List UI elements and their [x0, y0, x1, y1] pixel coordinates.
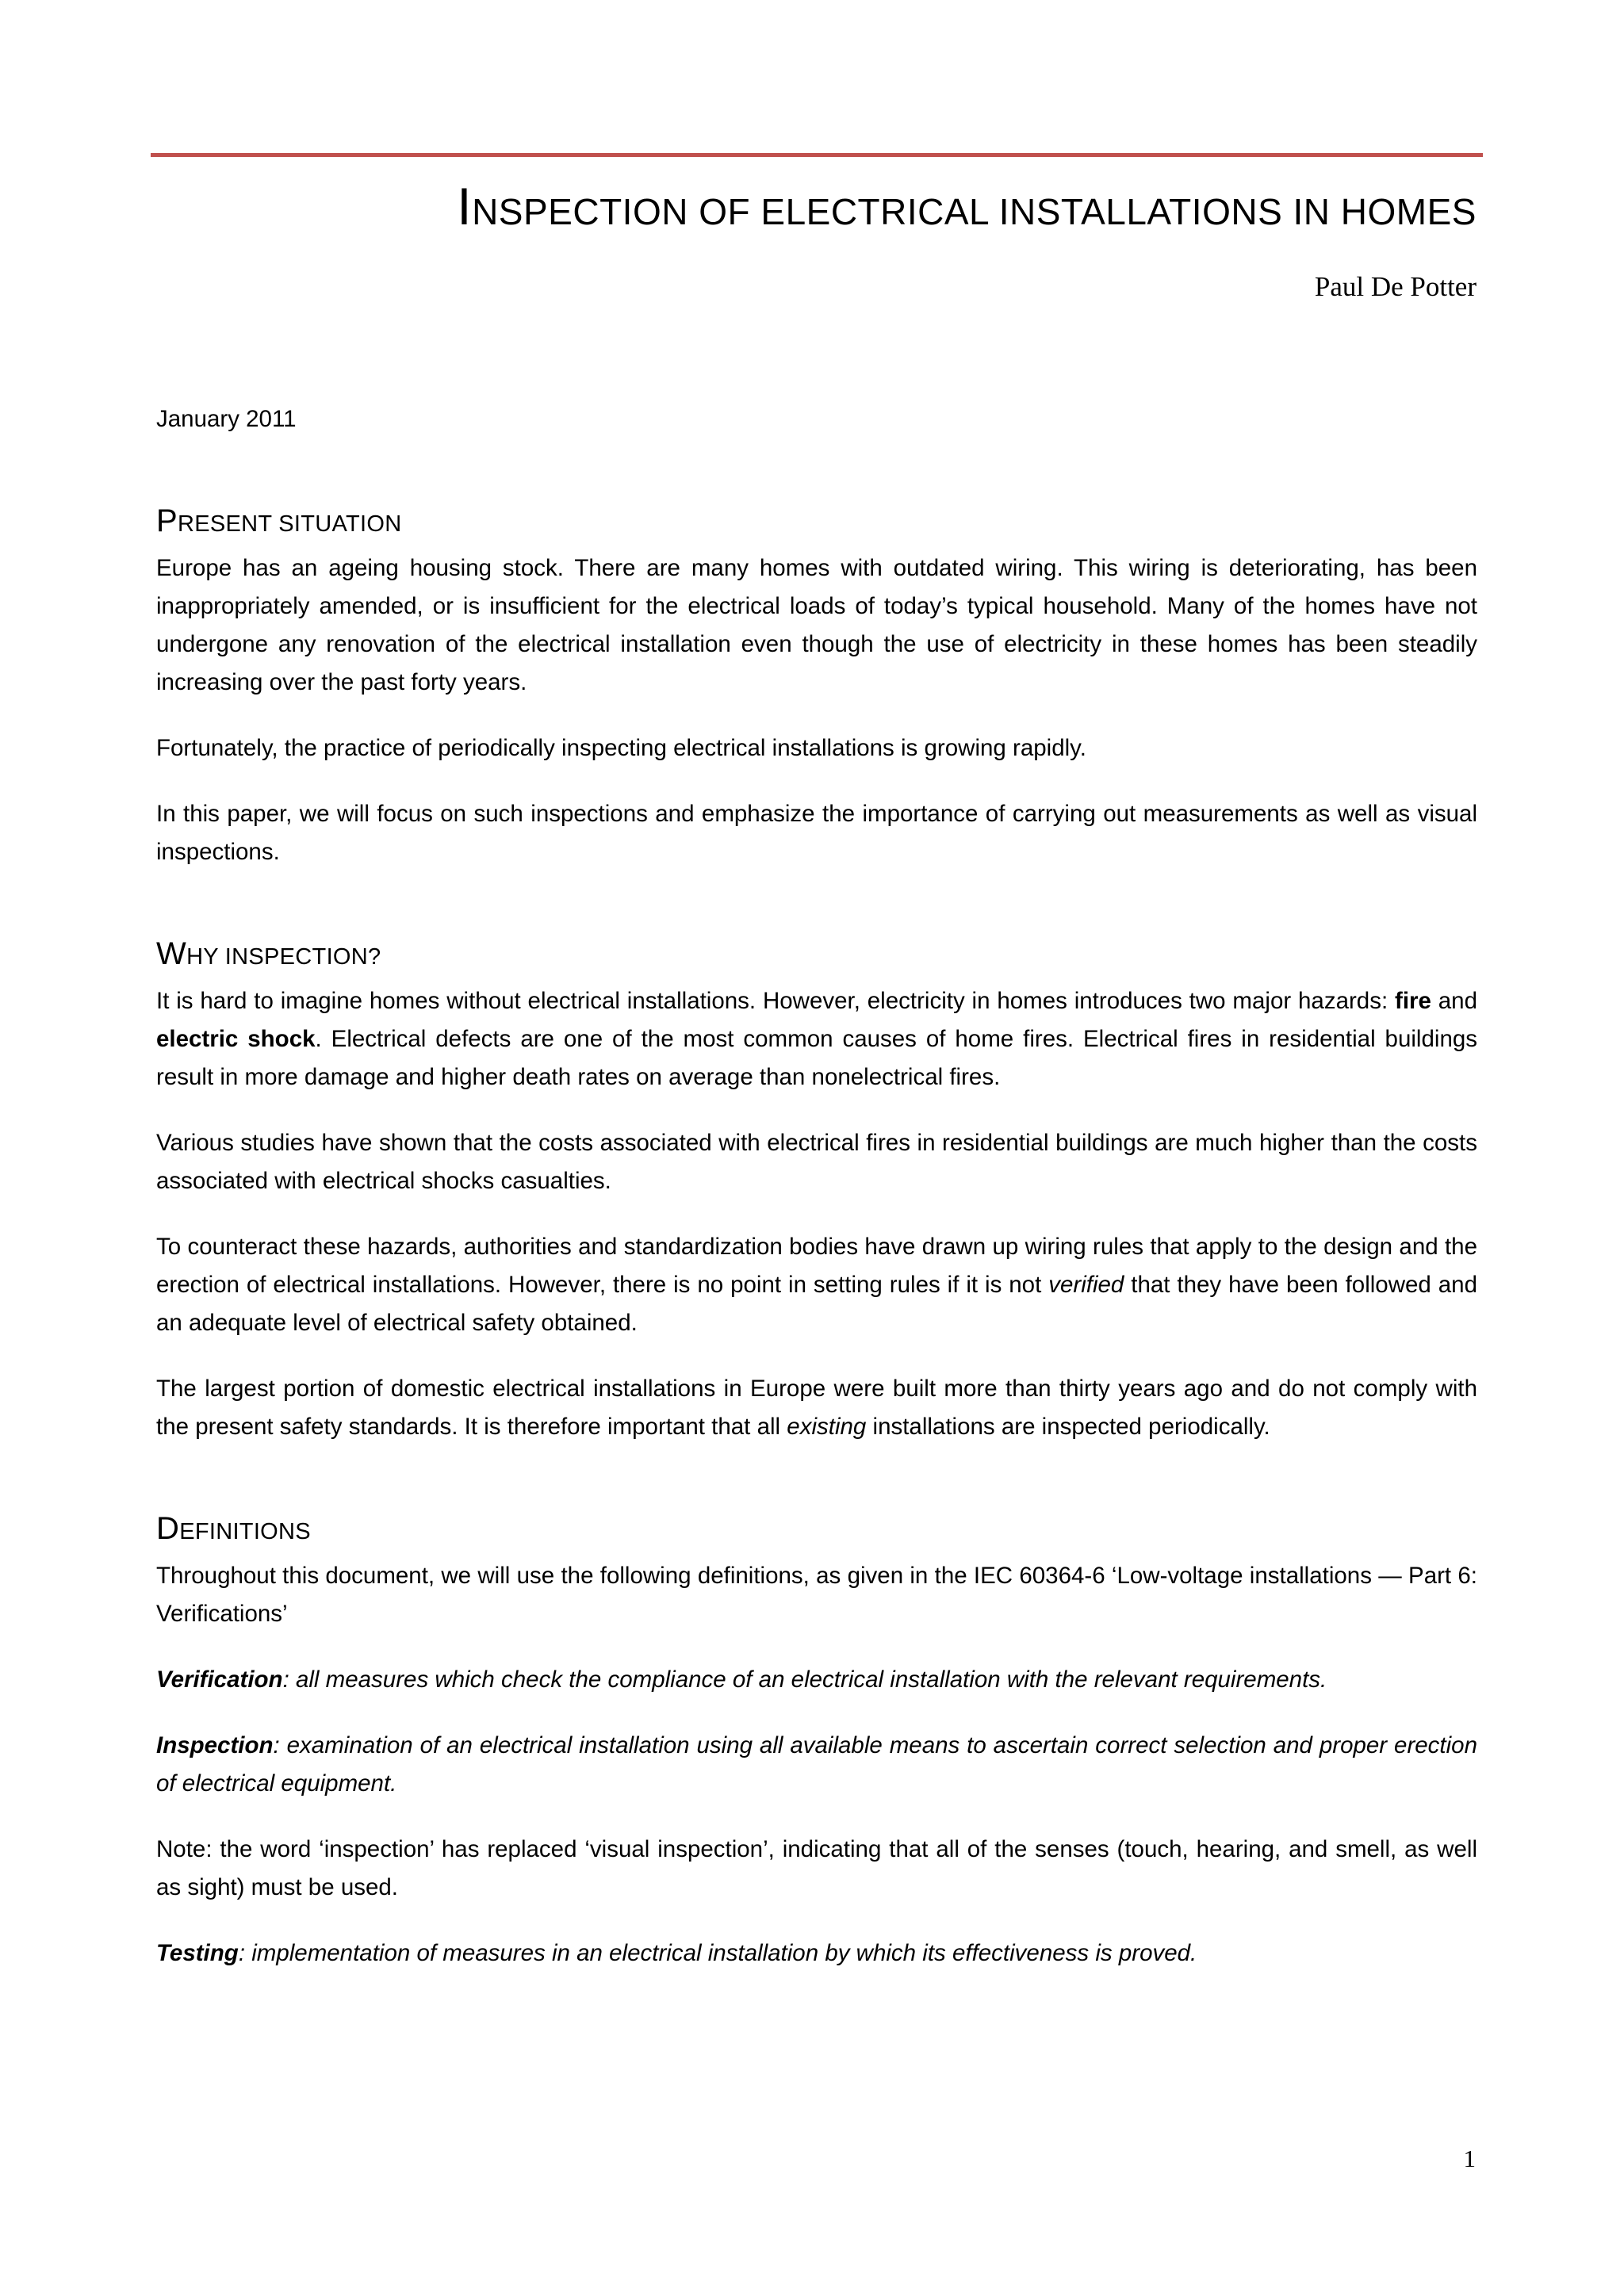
paragraph: Europe has an ageing housing stock. There are many homes with outdated wiring. This wiring is deteriorating, has been inappropriately amended, or is insufficient for the electrical loads of today’s typical household. Many of the homes have not undergone any renovation of the electrical installation even though the use of electricity in these homes has been steadily increasing over the past forty years. — [156, 555, 1477, 695]
section-heading: PRESENT SITUATION — [156, 503, 402, 538]
paragraph — [156, 982, 1477, 1096]
paragraph: Throughout this document, we will use the following definitions, as given in the IEC 60364-6 ‘Low-voltage installations — Part 6: Verifications’ — [156, 1563, 1477, 1627]
italic-term-verified: verified — [1048, 1272, 1124, 1298]
text-run: The largest portion of domestic electrical installations in Europe were built more than thirty years ago and do not comply with the present safety standards. It is therefore important that all — [156, 1376, 1477, 1440]
section-heading: DEFINITIONS — [156, 1511, 311, 1546]
paragraph: In this paper, we will focus on such inspections and emphasize the importance of carrying out measurements as well as visual inspections. — [156, 801, 1477, 865]
section-present-situation — [156, 500, 1477, 871]
definition-term: Verification — [156, 1667, 283, 1693]
definition-text: : implementation of measures in an electrical installation by which its effectiveness is proved. — [238, 1940, 1197, 1966]
bold-term-electric-shock: electric shock — [156, 1026, 316, 1052]
text-run: installations are inspected periodically. — [866, 1414, 1270, 1440]
header-rule — [151, 153, 1483, 157]
bold-term-fire: fire — [1395, 988, 1431, 1014]
definition-text: : all measures which check the compliance of an electrical installation with the relevant requirements. — [282, 1667, 1327, 1693]
definition-term: Testing — [156, 1940, 239, 1966]
author-name: Paul De Potter — [1314, 271, 1477, 302]
paragraph: Various studies have shown that the costs associated with electrical fires in residential buildings are much higher than the costs associated with electrical shocks casualties. — [156, 1130, 1477, 1194]
definition-testing — [156, 1934, 1477, 1973]
text-run: that they have been followed and an adequate level of electrical safety obtained. — [156, 1272, 1477, 1336]
document-title: INSPECTION OF ELECTRICAL INSTALLATIONS IN HOMES — [457, 177, 1477, 235]
definition-term: Inspection — [156, 1732, 274, 1758]
document-date: January 2011 — [156, 406, 297, 432]
paragraph — [156, 1370, 1477, 1446]
text-run: and — [1431, 988, 1477, 1014]
section-heading: WHY INSPECTION? — [156, 936, 381, 971]
document-body — [156, 400, 1477, 2000]
definition-text: : examination of an electrical installation using all available means to ascertain correct selection and proper erection of electrical equipment. — [156, 1732, 1477, 1797]
section-definitions — [156, 1508, 1477, 1973]
definition-inspection — [156, 1727, 1477, 1803]
definition-verification — [156, 1661, 1477, 1699]
text-run: . Electrical defects are one of the most common causes of home fires. Electrical fires in residential buildings result in more damage and higher death rates on average than nonelectrical fires. — [156, 1026, 1478, 1090]
section-why-inspection — [156, 933, 1477, 1446]
paragraph: Fortunately, the practice of periodically inspecting electrical installations is growing rapidly. — [156, 735, 1086, 761]
paragraph — [156, 1228, 1477, 1342]
italic-term-existing: existing — [787, 1414, 867, 1440]
definition-note: Note: the word ‘inspection’ has replaced ‘visual inspection’, indicating that all of the senses (touch, hearing, and smell, as well as sight) must be used. — [156, 1836, 1477, 1900]
page-number: 1 — [1463, 2145, 1476, 2172]
text-run: To counteract these hazards, authorities and standardization bodies have drawn up wiring rules that apply to the design and the erection of electrical installations. However, there is no point in setting rules if it is not — [156, 1234, 1477, 1298]
text-run: It is hard to imagine homes without electrical installations. However, electricity in homes introduces two major hazards: — [156, 988, 1396, 1014]
